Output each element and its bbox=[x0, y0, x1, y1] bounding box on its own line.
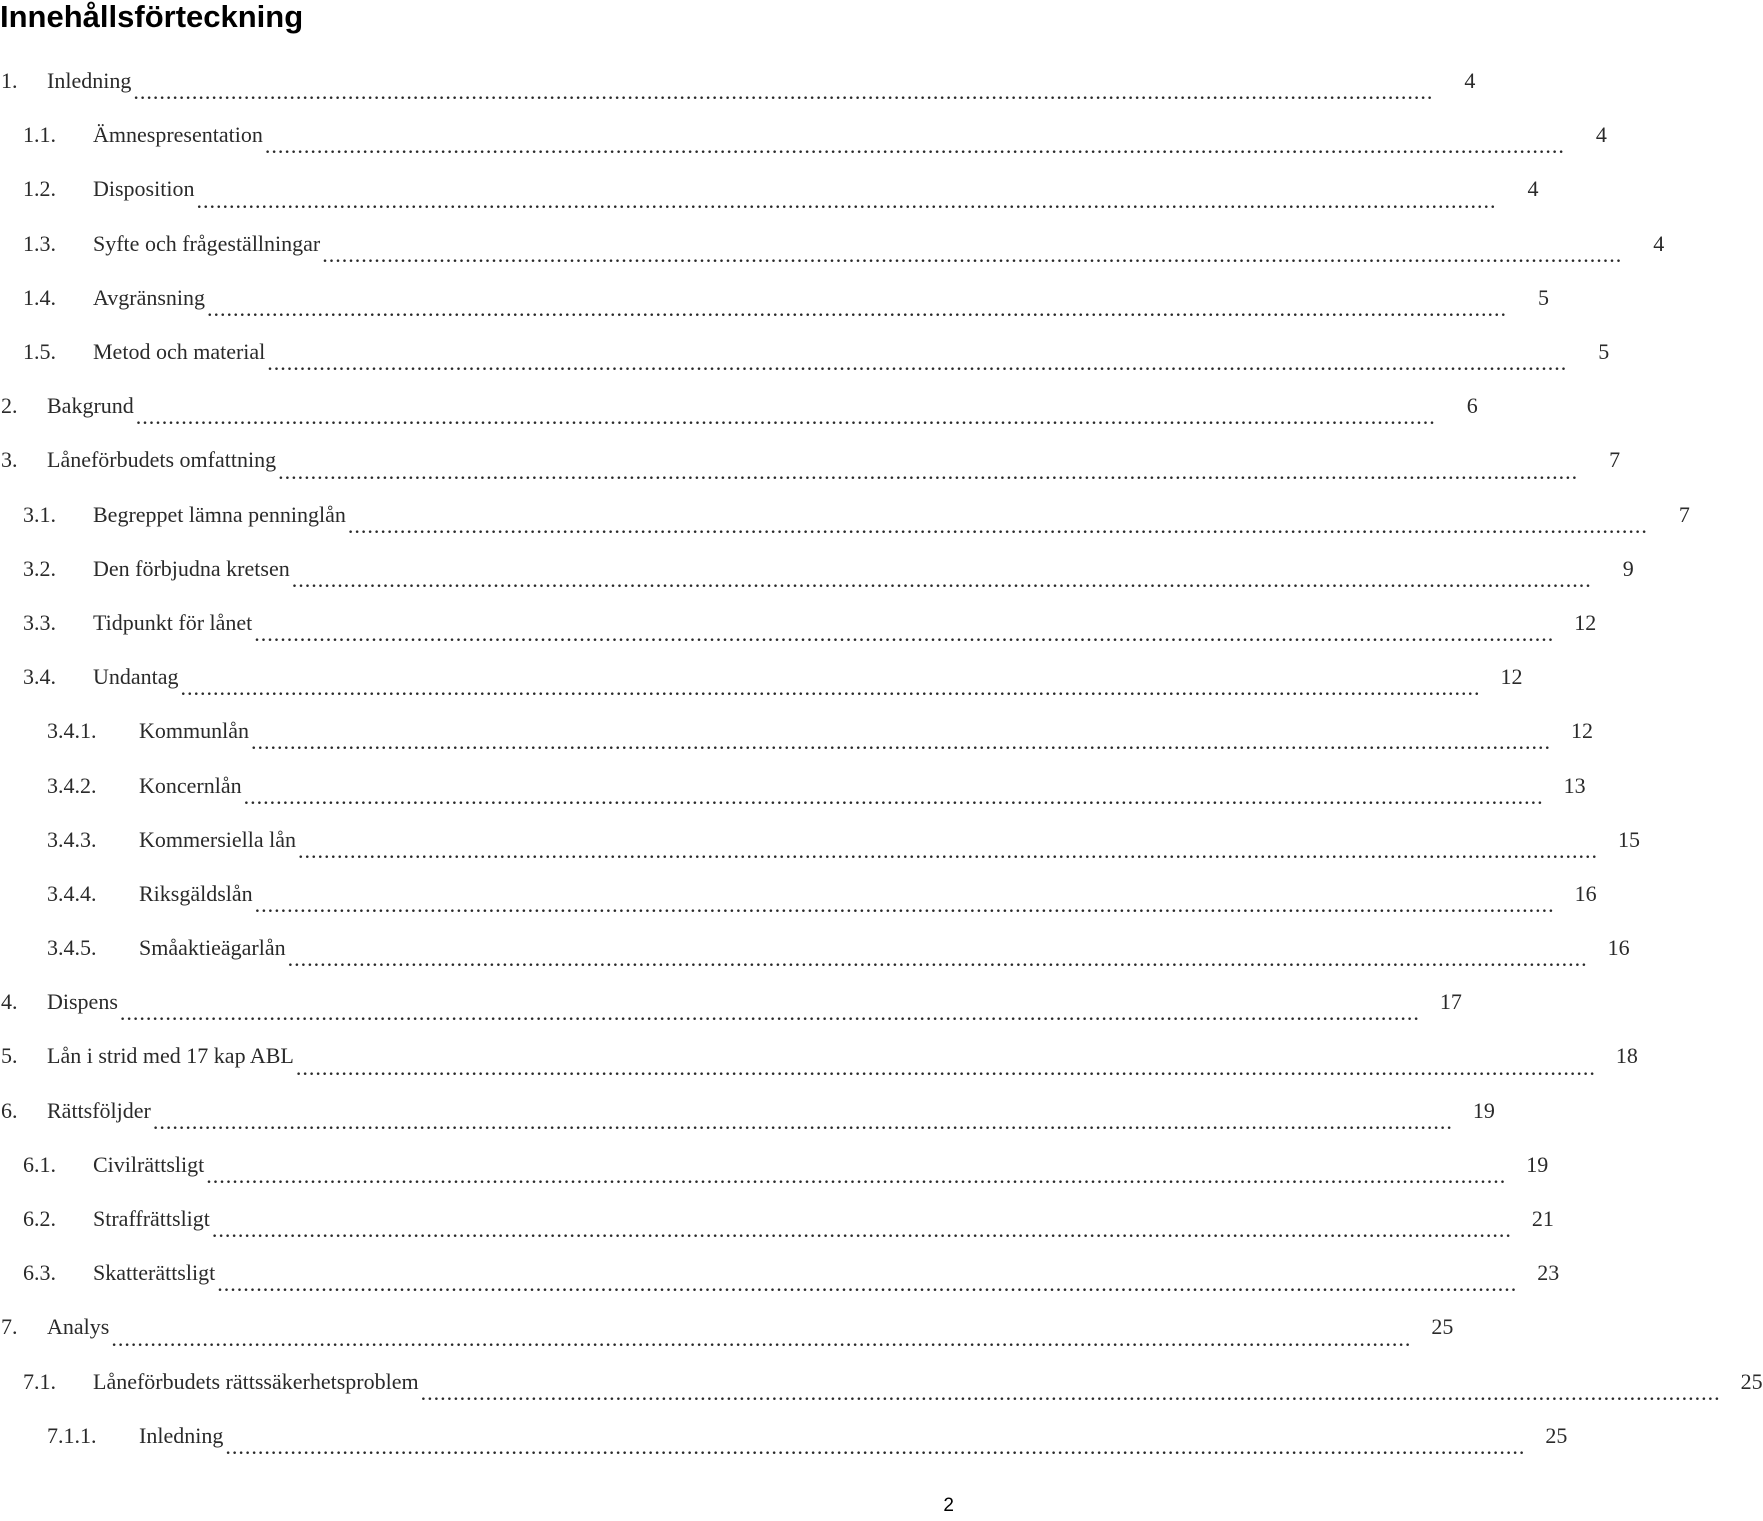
toc-entry-number: 3.2. bbox=[23, 555, 56, 581]
toc-dot-leader: ........................................................................................................................................................................................................ bbox=[298, 837, 1599, 863]
toc-entry-page: 6 bbox=[1466, 393, 1478, 419]
toc-entry[interactable] bbox=[0, 433, 1621, 487]
toc-entry-number: 1.4. bbox=[23, 284, 56, 310]
toc-dot-leader: ........................................................................................................................................................................................................ bbox=[152, 1108, 1453, 1134]
toc-entry-page: 9 bbox=[1622, 555, 1634, 581]
toc-entry-page: 12 bbox=[1571, 718, 1593, 744]
toc-entry-title: Syfte och frågeställningar bbox=[93, 230, 321, 256]
toc-entry-title: Småaktieägarlån bbox=[139, 935, 286, 961]
page-number: 2 bbox=[943, 1495, 954, 1516]
toc-entry-page: 7 bbox=[1609, 447, 1621, 473]
toc-entry-page: 13 bbox=[1563, 772, 1586, 798]
toc-entry[interactable] bbox=[0, 813, 1641, 867]
toc-dot-leader: ........................................................................................................................................................................................................ bbox=[278, 458, 1579, 484]
toc-entry-title: Bakgrund bbox=[47, 393, 134, 419]
toc-entry-number: 1.1. bbox=[23, 122, 56, 148]
toc-entry-page: 19 bbox=[1472, 1097, 1495, 1123]
toc-entry[interactable] bbox=[0, 108, 1607, 162]
toc-entry[interactable] bbox=[0, 542, 1634, 596]
toc-entry-number: 7. bbox=[1, 1314, 18, 1340]
toc-dot-leader: ........................................................................................................................................................................................................ bbox=[420, 1379, 1721, 1405]
toc-entry-page: 25 bbox=[1740, 1368, 1763, 1394]
toc-entry-number: 1.2. bbox=[23, 176, 56, 202]
toc-entry-page: 23 bbox=[1537, 1260, 1560, 1286]
toc-entry[interactable] bbox=[0, 217, 1665, 271]
toc-dot-leader: ........................................................................................................................................................................................................ bbox=[295, 1054, 1596, 1080]
toc-dot-leader: ........................................................................................................................................................................................................ bbox=[135, 404, 1436, 430]
toc-entry-title: Analys bbox=[47, 1314, 110, 1340]
toc-entry-title: Kommersiella lån bbox=[139, 826, 297, 852]
toc-entry-title: Lån i strid med 17 kap ABL bbox=[47, 1043, 294, 1069]
toc-entry-title: Låneförbudets omfattning bbox=[47, 447, 277, 473]
toc-entry-title: Ämnespresentation bbox=[93, 122, 263, 148]
toc-entry-number: 7.1. bbox=[23, 1368, 56, 1394]
toc-entry[interactable] bbox=[0, 596, 1597, 650]
toc-dot-leader: ........................................................................................................................................................................................................ bbox=[251, 729, 1551, 755]
toc-dot-leader: ........................................................................................................................................................................................................ bbox=[207, 295, 1508, 321]
toc-entry-number: 1. bbox=[1, 68, 18, 94]
toc-entry-number: 1.3. bbox=[23, 230, 56, 256]
toc-entry-page: 12 bbox=[1574, 609, 1597, 635]
toc-entry-number: 3.1. bbox=[23, 501, 56, 527]
toc-entry-page: 12 bbox=[1500, 664, 1523, 690]
toc-entry[interactable] bbox=[0, 1246, 1560, 1300]
toc-dot-leader: ........................................................................................................................................................................................................ bbox=[111, 1325, 1412, 1351]
toc-dot-leader: ........................................................................................................................................................................................................ bbox=[196, 187, 1497, 213]
toc-entry-title: Metod och material bbox=[93, 339, 266, 365]
toc-entry-page: 4 bbox=[1464, 68, 1476, 94]
toc-entry-title: Undantag bbox=[93, 664, 179, 690]
toc-entry[interactable] bbox=[0, 54, 1476, 108]
page-title: Innehållsförteckning bbox=[0, 0, 304, 34]
toc-entry-title: Inledning bbox=[139, 1422, 224, 1448]
toc-entry-title: Skatterättsligt bbox=[93, 1260, 216, 1286]
toc-entry-title: Kommunlån bbox=[139, 718, 249, 744]
toc-entry-page: 17 bbox=[1439, 989, 1462, 1015]
toc-entry-number: 4. bbox=[1, 989, 18, 1015]
toc-entry[interactable] bbox=[0, 704, 1593, 758]
toc-entry[interactable] bbox=[0, 379, 1478, 433]
toc-entry-page: 25 bbox=[1545, 1422, 1568, 1448]
toc-entry-page: 7 bbox=[1678, 501, 1690, 527]
toc-dot-leader: ........................................................................................................................................................................................................ bbox=[243, 783, 1544, 809]
toc-entry[interactable] bbox=[0, 921, 1630, 975]
toc-entry-page: 21 bbox=[1531, 1206, 1554, 1232]
toc-entry[interactable] bbox=[0, 975, 1462, 1029]
toc-entry-number: 1.5. bbox=[23, 339, 56, 365]
toc-entry-number: 2. bbox=[1, 393, 18, 419]
toc-dot-leader: ........................................................................................................................................................................................................ bbox=[217, 1271, 1518, 1297]
toc-entry-title: Dispens bbox=[47, 989, 118, 1015]
toc-entry-page: 19 bbox=[1526, 1151, 1549, 1177]
toc-entry[interactable] bbox=[0, 162, 1539, 216]
toc-entry-number: 3.4.1. bbox=[47, 718, 97, 744]
toc-entry[interactable] bbox=[0, 1138, 1549, 1192]
toc-entry-number: 6.1. bbox=[23, 1151, 56, 1177]
toc-entry[interactable] bbox=[0, 325, 1610, 379]
toc-entry-page: 25 bbox=[1431, 1314, 1454, 1340]
toc-entry-number: 3.4.2. bbox=[47, 772, 97, 798]
toc-entry-page: 16 bbox=[1607, 935, 1630, 961]
toc-entry-number: 5. bbox=[1, 1043, 18, 1069]
toc-entry[interactable] bbox=[0, 1029, 1638, 1083]
toc-entry-title: Den förbjudna kretsen bbox=[93, 555, 290, 581]
toc-entry-page: 4 bbox=[1653, 230, 1665, 256]
toc-entry-page: 4 bbox=[1527, 176, 1539, 202]
toc-dot-leader: ........................................................................................................................................................................................................ bbox=[119, 1000, 1420, 1026]
toc-entry-title: Rättsföljder bbox=[47, 1097, 151, 1123]
toc-entry-title: Begreppet lämna penninglån bbox=[93, 501, 346, 527]
toc-entry-number: 7.1.1. bbox=[47, 1422, 97, 1448]
toc-dot-leader: ........................................................................................................................................................................................................ bbox=[206, 1162, 1507, 1188]
toc-dot-leader: ........................................................................................................................................................................................................ bbox=[267, 350, 1568, 376]
toc-entry[interactable] bbox=[0, 1192, 1554, 1246]
toc-dot-leader: ........................................................................................................................................................................................................ bbox=[180, 675, 1481, 701]
toc-entry[interactable] bbox=[0, 1409, 1568, 1463]
toc-entry-title: Civilrättsligt bbox=[93, 1151, 205, 1177]
toc-dot-leader: ........................................................................................................................................................................................................ bbox=[254, 621, 1555, 647]
toc-entry[interactable] bbox=[0, 488, 1690, 542]
toc-entry-title: Disposition bbox=[93, 176, 195, 202]
toc-entry-title: Inledning bbox=[47, 68, 132, 94]
table-of-contents bbox=[0, 54, 1763, 1463]
toc-entry-page: 15 bbox=[1618, 826, 1641, 852]
toc-entry-title: Koncernlån bbox=[139, 772, 242, 798]
toc-entry[interactable] bbox=[0, 758, 1586, 812]
toc-dot-leader: ........................................................................................................................................................................................................ bbox=[347, 512, 1648, 538]
toc-entry[interactable] bbox=[0, 271, 1550, 325]
toc-entry-number: 3.4.4. bbox=[47, 880, 97, 906]
toc-dot-leader: ........................................................................................................................................................................................................ bbox=[254, 892, 1555, 917]
toc-entry-title: Låneförbudets rättssäkerhetsproblem bbox=[93, 1368, 419, 1394]
toc-entry[interactable] bbox=[0, 867, 1597, 921]
toc-entry-page: 5 bbox=[1598, 339, 1610, 365]
toc-entry-number: 3.4. bbox=[23, 664, 56, 690]
toc-dot-leader: ........................................................................................................................................................................................................ bbox=[133, 79, 1434, 105]
toc-entry-title: Avgränsning bbox=[93, 284, 206, 310]
toc-entry-page: 18 bbox=[1615, 1043, 1638, 1069]
toc-dot-leader: ........................................................................................................................................................................................................ bbox=[225, 1433, 1526, 1459]
toc-entry-number: 3.3. bbox=[23, 609, 56, 635]
toc-entry-number: 3. bbox=[1, 447, 18, 473]
toc-dot-leader: ........................................................................................................................................................................................................ bbox=[287, 946, 1588, 972]
toc-entry-page: 5 bbox=[1538, 284, 1550, 310]
toc-entry[interactable] bbox=[0, 1355, 1763, 1409]
toc-entry[interactable] bbox=[0, 1300, 1454, 1354]
toc-entry[interactable] bbox=[0, 1084, 1495, 1138]
toc-dot-leader: ........................................................................................................................................................................................................ bbox=[291, 566, 1592, 592]
toc-entry-number: 3.4.3. bbox=[47, 826, 97, 852]
toc-entry-page: 16 bbox=[1574, 880, 1597, 906]
toc-entry-title: Riksgäldslån bbox=[139, 880, 253, 906]
toc-entry-number: 3.4.5. bbox=[47, 935, 97, 961]
toc-dot-leader: ........................................................................................................................................................................................................ bbox=[264, 133, 1565, 159]
toc-entry-page: 4 bbox=[1595, 122, 1607, 148]
toc-entry[interactable] bbox=[0, 650, 1523, 704]
toc-entry-number: 6.2. bbox=[23, 1206, 56, 1232]
toc-entry-title: Tidpunkt för lånet bbox=[93, 609, 253, 635]
toc-entry-title: Straffrättsligt bbox=[93, 1206, 210, 1232]
toc-entry-number: 6. bbox=[1, 1097, 18, 1123]
toc-dot-leader: ........................................................................................................................................................................................................ bbox=[322, 241, 1623, 267]
toc-entry-number: 6.3. bbox=[23, 1260, 56, 1286]
toc-dot-leader: ........................................................................................................................................................................................................ bbox=[211, 1217, 1512, 1243]
